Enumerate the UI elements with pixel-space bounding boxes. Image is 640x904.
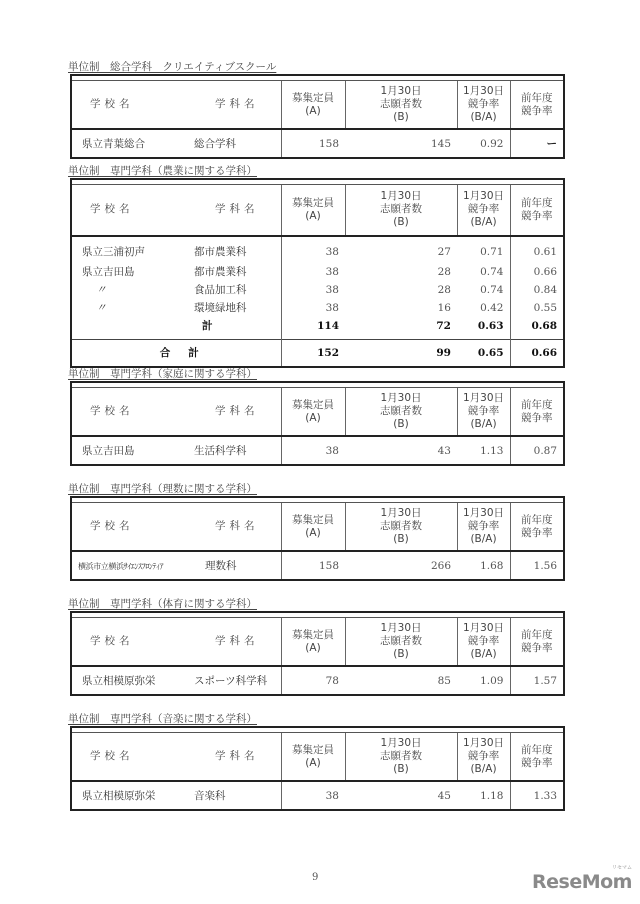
prev-ratio-value: 0.61 [533, 246, 558, 258]
header-prev-line1: 前年度 [521, 743, 553, 756]
header-ratio-line3: (B/A) [470, 648, 497, 660]
header-names [71, 503, 281, 552]
grand-total-row [71, 339, 564, 367]
table-row [71, 129, 564, 158]
header-applicants-line3: (B) [393, 216, 409, 229]
table-row [71, 436, 564, 465]
prev-ratio-value: 1.33 [533, 790, 558, 802]
applicants-value: 28 [437, 265, 451, 278]
table-row [71, 299, 564, 317]
header-applicants-line2: 志願者数 [380, 635, 422, 647]
header-dept: 学科名 [215, 405, 259, 417]
header-school: 学校名 [90, 520, 134, 532]
header-ratio-line3: (B/A) [470, 418, 497, 430]
header-capacity-line2: (A) [305, 641, 321, 654]
header-ratio-line2: 競争率 [467, 750, 500, 762]
section-title: 単位制 専門学科（家庭に関する学科） [68, 368, 257, 380]
header-prev-line1: 前年度 [521, 196, 553, 209]
capacity-value: 38 [325, 246, 339, 258]
ratio-value: 0.92 [457, 129, 510, 158]
capacity-value: 78 [325, 675, 339, 687]
header-capacity [281, 733, 345, 782]
grand-total-label: 合計 [71, 339, 281, 367]
header-prev-ratio [510, 81, 564, 130]
header-ratio [457, 503, 510, 552]
results-table [70, 611, 565, 696]
table-row [71, 281, 564, 299]
header-applicants [345, 503, 457, 552]
applicants-value: 45 [437, 790, 451, 802]
header-ratio-line1: 1月30日 [462, 85, 505, 97]
header-prev-line2: 競争率 [521, 209, 553, 222]
subtotal-label: 計 [202, 319, 213, 332]
header-applicants [345, 618, 457, 667]
table-row [71, 236, 564, 263]
prev-ratio-value: 1.56 [533, 560, 558, 572]
ratio-value: 1.68 [457, 551, 510, 580]
header-applicants-line1: 1月30日 [380, 622, 422, 634]
ratio-value: 0.42 [457, 299, 510, 317]
capacity-value: 38 [325, 301, 339, 314]
capacity-value: 38 [325, 445, 339, 457]
ratio-value: 0.74 [457, 281, 510, 299]
header-capacity-line2: (A) [305, 209, 321, 222]
header-prev-line2: 競争率 [521, 104, 553, 117]
applicants-value: 28 [437, 283, 451, 296]
header-ratio-line3: (B/A) [470, 533, 497, 545]
dept-name: 生活科学科 [194, 445, 247, 457]
capacity-value: 38 [325, 283, 339, 296]
header-prev-ratio [510, 388, 564, 437]
dept-name: 食品加工科 [194, 283, 247, 296]
header-prev-ratio [510, 185, 564, 236]
header-school: 学校名 [90, 98, 134, 110]
ditto-mark: 〃 [96, 301, 107, 314]
prev-ratio-value: 0.66 [533, 265, 558, 278]
header-dept: 学科名 [215, 635, 259, 647]
applicants-value: 72 [436, 319, 451, 332]
header-applicants-line2: 志願者数 [380, 520, 422, 532]
section-title: 単位制 専門学科（理数に関する学科） [68, 483, 257, 495]
header-applicants [345, 185, 457, 236]
section-music [70, 713, 563, 811]
section-creative-school [70, 61, 563, 159]
header-dept: 学科名 [215, 98, 259, 110]
header-applicants-line3: (B) [393, 648, 409, 660]
school-name: 横浜市立横浜ｻｲｴﾝｽﾌﾛﾝﾃｨｱ [78, 561, 164, 571]
header-ratio-line2: 競争率 [467, 203, 500, 216]
header-ratio-line1: 1月30日 [462, 737, 505, 749]
header-capacity [281, 81, 345, 130]
ratio-value: 1.13 [457, 436, 510, 465]
header-applicants-line1: 1月30日 [380, 392, 422, 404]
header-ratio [457, 733, 510, 782]
dept-name: 都市農業科 [194, 246, 247, 258]
header-ratio-line1: 1月30日 [462, 507, 505, 519]
header-capacity [281, 388, 345, 437]
capacity-value: 38 [325, 790, 339, 802]
header-capacity-line1: 募集定員 [292, 398, 334, 411]
prev-ratio-value: 0.55 [533, 301, 558, 314]
header-applicants-line2: 志願者数 [380, 750, 422, 762]
dept-name: 環境緑地科 [194, 301, 247, 314]
section-agriculture [70, 165, 563, 368]
header-applicants [345, 733, 457, 782]
header-names [71, 185, 281, 236]
header-capacity-line2: (A) [305, 411, 321, 424]
ditto-mark: 〃 [96, 283, 107, 296]
header-capacity-line2: (A) [305, 526, 321, 539]
prev-ratio-value: 0.68 [531, 319, 558, 332]
header-prev-ratio [510, 733, 564, 782]
header-applicants-line2: 志願者数 [380, 203, 422, 216]
header-names [71, 388, 281, 437]
header-ratio-line1: 1月30日 [462, 622, 505, 634]
total-capacity: 152 [281, 339, 345, 367]
school-name: 県立吉田島 [82, 445, 135, 457]
results-table [70, 496, 565, 581]
page-number: 9 [312, 872, 319, 883]
header-applicants-line2: 志願者数 [380, 405, 422, 417]
dept-name: 総合学科 [194, 138, 236, 150]
header-capacity-line2: (A) [305, 104, 321, 117]
header-names [71, 81, 281, 130]
header-prev-ratio [510, 503, 564, 552]
applicants-value: 145 [430, 138, 451, 150]
header-names [71, 733, 281, 782]
header-ratio-line2: 競争率 [467, 98, 500, 110]
logo-ruby: リセマム [612, 865, 632, 871]
applicants-value: 85 [437, 675, 451, 687]
dept-name: 都市農業科 [194, 265, 247, 278]
header-applicants-line1: 1月30日 [380, 85, 422, 97]
header-ratio-line2: 競争率 [467, 635, 500, 647]
header-school: 学校名 [90, 635, 134, 647]
applicants-value: 43 [437, 445, 451, 457]
section-science-math [70, 483, 563, 581]
header-prev-line1: 前年度 [521, 628, 553, 641]
header-applicants-line3: (B) [393, 533, 409, 545]
table-row [71, 263, 564, 281]
header-ratio [457, 618, 510, 667]
table-row [71, 666, 564, 695]
capacity-value: 38 [325, 265, 339, 278]
header-ratio [457, 185, 510, 236]
applicants-value: 27 [437, 246, 451, 258]
total-prev-ratio: 0.66 [510, 339, 564, 367]
header-applicants-line3: (B) [393, 418, 409, 430]
section-physical-education [70, 598, 563, 696]
results-table [70, 726, 565, 811]
results-table [70, 178, 565, 368]
header-capacity-line2: (A) [305, 756, 321, 769]
header-applicants [345, 388, 457, 437]
school-name: 県立吉田島 [82, 265, 135, 278]
results-table [70, 74, 565, 159]
prev-ratio-value: 0.84 [533, 283, 558, 296]
dept-name: スポーツ科学科 [194, 675, 268, 687]
header-ratio-line3: (B/A) [470, 111, 497, 123]
header-capacity-line1: 募集定員 [292, 513, 334, 526]
header-applicants-line1: 1月30日 [380, 190, 422, 203]
header-prev-line2: 競争率 [521, 641, 553, 654]
capacity-value: 114 [317, 319, 339, 332]
ratio-value: 1.18 [457, 781, 510, 810]
header-ratio-line2: 競争率 [467, 405, 500, 417]
header-ratio-line2: 競争率 [467, 520, 500, 532]
header-school: 学校名 [90, 203, 134, 216]
school-name: 県立三浦初声 [82, 246, 145, 258]
header-applicants-line3: (B) [393, 763, 409, 775]
header-applicants-line3: (B) [393, 111, 409, 123]
total-ratio: 0.65 [457, 339, 510, 367]
header-prev-line1: 前年度 [521, 513, 553, 526]
header-ratio-line1: 1月30日 [462, 190, 505, 203]
header-prev-line2: 競争率 [521, 526, 553, 539]
header-capacity-line1: 募集定員 [292, 91, 334, 104]
logo-text: ReseMom [532, 871, 632, 893]
results-table [70, 381, 565, 466]
ratio-value: 0.63 [457, 317, 510, 340]
header-ratio [457, 388, 510, 437]
header-ratio-line3: (B/A) [470, 763, 497, 775]
prev-ratio-value: 0.87 [533, 445, 558, 457]
section-title: 単位制 専門学科（体育に関する学科） [68, 598, 257, 610]
header-ratio-line1: 1月30日 [462, 392, 505, 404]
ratio-value: 1.09 [457, 666, 510, 695]
capacity-value: 158 [318, 560, 339, 572]
table-row [71, 781, 564, 810]
header-prev-ratio [510, 618, 564, 667]
header-applicants [345, 81, 457, 130]
subtotal-row [71, 317, 564, 340]
header-applicants-line2: 志願者数 [380, 98, 422, 110]
header-applicants-line1: 1月30日 [380, 507, 422, 519]
section-title: 単位制 総合学科 クリエイティブスクール [68, 61, 277, 73]
school-name: 県立相模原弥栄 [82, 790, 156, 802]
header-capacity-line1: 募集定員 [292, 743, 334, 756]
applicants-value: 16 [437, 301, 451, 314]
header-capacity-line1: 募集定員 [292, 196, 334, 209]
section-title: 単位制 専門学科（音楽に関する学科） [68, 713, 257, 725]
total-applicants: 99 [345, 339, 457, 367]
header-prev-line1: 前年度 [521, 91, 553, 104]
dept-name: 音楽科 [194, 790, 226, 802]
header-dept: 学科名 [215, 750, 259, 762]
header-capacity [281, 185, 345, 236]
header-names [71, 618, 281, 667]
resemom-logo [532, 865, 632, 893]
section-title: 単位制 専門学科（農業に関する学科） [68, 165, 257, 177]
school-name: 県立相模原弥栄 [82, 675, 156, 687]
header-ratio-line3: (B/A) [470, 216, 497, 229]
section-home-economics [70, 368, 563, 466]
prev-ratio-value: 1.57 [533, 675, 558, 687]
capacity-value: 158 [318, 138, 339, 150]
header-school: 学校名 [90, 750, 134, 762]
header-applicants-line1: 1月30日 [380, 737, 422, 749]
header-prev-line2: 競争率 [521, 756, 553, 769]
header-capacity-line1: 募集定員 [292, 628, 334, 641]
header-ratio [457, 81, 510, 130]
ratio-value: 0.71 [457, 236, 510, 263]
applicants-value: 266 [430, 560, 451, 572]
header-prev-line2: 競争率 [521, 411, 553, 424]
table-row [71, 551, 564, 580]
dept-name: 理数科 [205, 559, 237, 572]
header-school: 学校名 [90, 405, 134, 417]
header-prev-line1: 前年度 [521, 398, 553, 411]
header-dept: 学科名 [215, 520, 259, 532]
prev-ratio-value: ー [546, 138, 558, 150]
header-dept: 学科名 [215, 203, 259, 216]
ratio-value: 0.74 [457, 263, 510, 281]
header-capacity [281, 503, 345, 552]
school-name: 県立青葉総合 [82, 138, 145, 150]
header-capacity [281, 618, 345, 667]
